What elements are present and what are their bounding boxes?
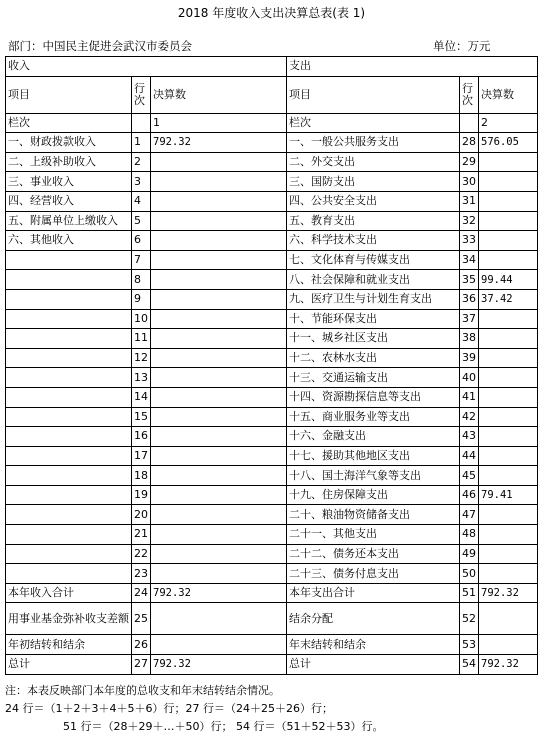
- income-item-cell: [6, 368, 132, 388]
- income-amount-cell: 792.32: [151, 655, 287, 675]
- expense-line-no-cell: 40: [460, 368, 479, 388]
- income-line-no-cell: 24: [132, 583, 151, 603]
- table-row: [6, 191, 538, 211]
- table-row: [6, 309, 538, 329]
- table-row: [6, 329, 538, 349]
- income-expense-table: [5, 56, 538, 675]
- income-section-header: 收入: [6, 57, 287, 77]
- expense-amount-cell: 792.32: [479, 583, 538, 603]
- expense-line-no-cell: 29: [460, 152, 479, 172]
- income-line-no-cell: 11: [132, 329, 151, 349]
- expense-item-cell: 十八、国土海洋气象等支出: [287, 466, 460, 486]
- expense-amount-cell: 99.44: [479, 270, 538, 290]
- table-body: [6, 133, 538, 674]
- expense-amount-cell: [479, 309, 538, 329]
- table-row: [6, 172, 538, 192]
- income-item-cell: 本年收入合计: [6, 583, 132, 603]
- expense-amount-cell: [479, 603, 538, 635]
- department-label: 部门：中国民主促进会武汉市委员会: [8, 39, 192, 53]
- expense-item-cell: 二十、粮油物资储备支出: [287, 505, 460, 525]
- income-item-cell: 五、附属单位上缴收入: [6, 211, 132, 231]
- expense-amount-cell: [479, 368, 538, 388]
- expense-line-no-cell: 28: [460, 133, 479, 153]
- income-line-no-cell: 5: [132, 211, 151, 231]
- income-amount-cell: [151, 544, 287, 564]
- expense-item-cell: 十、节能环保支出: [287, 309, 460, 329]
- table-row: [6, 485, 538, 505]
- income-amount-cell: [151, 191, 287, 211]
- table-row: [6, 655, 538, 675]
- expense-amount-cell: [479, 250, 538, 270]
- expense-line-no-cell: 53: [460, 635, 479, 655]
- expense-item-cell: 结余分配: [287, 603, 460, 635]
- expense-item-cell: 年末结转和结余: [287, 635, 460, 655]
- expense-amount-cell: [479, 231, 538, 251]
- expense-item-cell: 十七、援助其他地区支出: [287, 446, 460, 466]
- income-line-no-cell: 16: [132, 427, 151, 447]
- income-item-cell: [6, 427, 132, 447]
- expense-line-no-cell: 37: [460, 309, 479, 329]
- expense-item-cell: 本年支出合计: [287, 583, 460, 603]
- expense-line-no-cell: 45: [460, 466, 479, 486]
- expense-amount-cell: [479, 544, 538, 564]
- expense-item-cell: 四、公共安全支出: [287, 191, 460, 211]
- expense-amount-cell: [479, 211, 538, 231]
- expense-line-no-cell: 34: [460, 250, 479, 270]
- expense-line-no-cell: 36: [460, 289, 479, 309]
- expense-amount-cell: [479, 505, 538, 525]
- expense-line-no-cell: 41: [460, 387, 479, 407]
- income-item-cell: [6, 485, 132, 505]
- income-amount-cell: [151, 172, 287, 192]
- expense-item-cell: 三、国防支出: [287, 172, 460, 192]
- income-item-cell: 三、事业收入: [6, 172, 132, 192]
- income-line-no-cell: 2: [132, 152, 151, 172]
- table-row: [6, 387, 538, 407]
- income-amount-header: 决算数: [151, 76, 287, 113]
- income-amount-cell: 792.32: [151, 133, 287, 153]
- expense-line-no-cell: 39: [460, 348, 479, 368]
- income-amount-cell: [151, 505, 287, 525]
- income-amount-cell: [151, 329, 287, 349]
- table-row: [6, 211, 538, 231]
- expense-line-no-cell: 47: [460, 505, 479, 525]
- income-item-cell: [6, 544, 132, 564]
- table-row: [6, 505, 538, 525]
- note-line-2: 24 行＝（1＋2＋3＋4＋5＋6）行；27 行＝（24＋25＋26）行；: [5, 702, 333, 715]
- income-column-no-value: 1: [151, 113, 287, 133]
- income-line-no-cell: 12: [132, 348, 151, 368]
- expense-item-cell: 十九、住房保障支出: [287, 485, 460, 505]
- income-amount-cell: [151, 525, 287, 545]
- expense-item-cell: 二、外交支出: [287, 152, 460, 172]
- table-row: [6, 544, 538, 564]
- table-row: [6, 635, 538, 655]
- table-row: [6, 231, 538, 251]
- income-line-no-cell: 21: [132, 525, 151, 545]
- table-row: [6, 250, 538, 270]
- income-item-cell: 二、上级补助收入: [6, 152, 132, 172]
- income-line-no-cell: 4: [132, 191, 151, 211]
- table-row: [6, 289, 538, 309]
- income-line-no-cell: 22: [132, 544, 151, 564]
- expense-line-no-cell: 38: [460, 329, 479, 349]
- expense-amount-cell: [479, 446, 538, 466]
- expense-item-cell: 七、文化体育与传媒支出: [287, 250, 460, 270]
- income-item-cell: [6, 270, 132, 290]
- income-item-cell: [6, 289, 132, 309]
- income-amount-cell: [151, 387, 287, 407]
- note-line-3: 51 行＝（28＋29＋…＋50）行； 54 行＝（51＋52＋53）行。: [63, 720, 384, 733]
- income-line-no-cell: 25: [132, 603, 151, 635]
- income-line-no-cell: 19: [132, 485, 151, 505]
- expense-amount-cell: [479, 427, 538, 447]
- expense-item-cell: 五、教育支出: [287, 211, 460, 231]
- income-line-no-cell: 17: [132, 446, 151, 466]
- table-row: [6, 407, 538, 427]
- expense-amount-cell: [479, 466, 538, 486]
- income-amount-cell: [151, 564, 287, 584]
- unit-label: 单位：万元: [433, 39, 491, 53]
- table-row: [6, 133, 538, 153]
- note-line-1: 注：本表反映部门本年度的总收支和年末结转结余情况。: [5, 684, 280, 697]
- income-item-cell: [6, 564, 132, 584]
- income-item-cell: [6, 446, 132, 466]
- expense-item-cell: 十五、商业服务业等支出: [287, 407, 460, 427]
- table-row: [6, 368, 538, 388]
- expense-amount-cell: [479, 172, 538, 192]
- expense-amount-cell: [479, 329, 538, 349]
- expense-item-cell: 八、社会保障和就业支出: [287, 270, 460, 290]
- expense-amount-cell: 792.32: [479, 655, 538, 675]
- income-item-cell: 总计: [6, 655, 132, 675]
- income-item-cell: 六、其他收入: [6, 231, 132, 251]
- table-row: [6, 525, 538, 545]
- income-amount-cell: [151, 407, 287, 427]
- income-amount-cell: [151, 368, 287, 388]
- expense-item-cell: 十一、城乡社区支出: [287, 329, 460, 349]
- expense-amount-cell: [479, 152, 538, 172]
- expense-item-cell: 十三、交通运输支出: [287, 368, 460, 388]
- income-line-no-cell: 3: [132, 172, 151, 192]
- expense-amount-cell: [479, 525, 538, 545]
- income-amount-cell: [151, 270, 287, 290]
- expense-column-no-value: 2: [479, 113, 538, 133]
- table-row: [6, 152, 538, 172]
- income-line-no-cell: 15: [132, 407, 151, 427]
- income-amount-cell: [151, 603, 287, 635]
- expense-amount-cell: [479, 407, 538, 427]
- expense-line-no-cell: 30: [460, 172, 479, 192]
- table-row: [6, 348, 538, 368]
- income-item-cell: 四、经营收入: [6, 191, 132, 211]
- income-line-no-cell: 20: [132, 505, 151, 525]
- income-item-cell: 一、财政拨款收入: [6, 133, 132, 153]
- table-row: [6, 466, 538, 486]
- income-item-cell: [6, 525, 132, 545]
- income-amount-cell: [151, 427, 287, 447]
- income-amount-cell: 792.32: [151, 583, 287, 603]
- page-title: 2018 年度收入支出决算总表(表 1): [177, 6, 366, 20]
- expense-item-cell: 总计: [287, 655, 460, 675]
- expense-item-cell: 十二、农林水支出: [287, 348, 460, 368]
- table-row: [6, 564, 538, 584]
- expense-amount-header: 决算数: [479, 76, 538, 113]
- notes: [5, 682, 383, 736]
- expense-line-no-cell: 46: [460, 485, 479, 505]
- income-item-cell: [6, 348, 132, 368]
- expense-amount-cell: [479, 635, 538, 655]
- expense-line-no-cell: 51: [460, 583, 479, 603]
- expense-item-cell: 二十一、其他支出: [287, 525, 460, 545]
- expense-item-cell: 二十三、债务付息支出: [287, 564, 460, 584]
- income-amount-cell: [151, 231, 287, 251]
- income-item-cell: [6, 466, 132, 486]
- income-item-cell: [6, 505, 132, 525]
- income-item-cell: 用事业基金弥补收支差额: [6, 603, 132, 635]
- income-line-no-cell: 1: [132, 133, 151, 153]
- expense-line-no-cell: 43: [460, 427, 479, 447]
- expense-amount-cell: [479, 564, 538, 584]
- expense-item-cell: 一、一般公共服务支出: [287, 133, 460, 153]
- expense-line-no-cell: 52: [460, 603, 479, 635]
- expense-line-no-cell: 49: [460, 544, 479, 564]
- income-line-no-cell: 13: [132, 368, 151, 388]
- income-amount-cell: [151, 635, 287, 655]
- table-row: [6, 603, 538, 635]
- expense-line-no-cell: 42: [460, 407, 479, 427]
- income-amount-cell: [151, 152, 287, 172]
- income-amount-cell: [151, 309, 287, 329]
- table-row: [6, 583, 538, 603]
- income-line-no-cell: 14: [132, 387, 151, 407]
- expense-amount-cell: 576.05: [479, 133, 538, 153]
- expense-line-no-cell: 44: [460, 446, 479, 466]
- income-item-cell: [6, 309, 132, 329]
- income-item-cell: 年初结转和结余: [6, 635, 132, 655]
- expense-item-cell: 二十二、债务还本支出: [287, 544, 460, 564]
- expense-line-no-cell: 48: [460, 525, 479, 545]
- income-item-header: 项目: [6, 76, 132, 113]
- expense-amount-cell: [479, 348, 538, 368]
- table-row: [6, 446, 538, 466]
- expense-amount-cell: [479, 191, 538, 211]
- income-amount-cell: [151, 485, 287, 505]
- income-column-no-blank: [132, 113, 151, 133]
- income-amount-cell: [151, 211, 287, 231]
- expense-column-no-label: 栏次: [287, 113, 460, 133]
- expense-line-no-cell: 50: [460, 564, 479, 584]
- income-amount-cell: [151, 289, 287, 309]
- income-amount-cell: [151, 250, 287, 270]
- income-line-no-cell: 27: [132, 655, 151, 675]
- expense-item-cell: 九、医疗卫生与计划生育支出: [287, 289, 460, 309]
- income-item-cell: [6, 250, 132, 270]
- income-line-no-cell: 9: [132, 289, 151, 309]
- table-row: [6, 270, 538, 290]
- expense-line-no-cell: 31: [460, 191, 479, 211]
- income-amount-cell: [151, 348, 287, 368]
- income-line-no-cell: 8: [132, 270, 151, 290]
- income-amount-cell: [151, 466, 287, 486]
- income-amount-cell: [151, 446, 287, 466]
- expense-line-no-cell: 32: [460, 211, 479, 231]
- income-line-no-cell: 26: [132, 635, 151, 655]
- expense-item-cell: 十四、资源勘探信息等支出: [287, 387, 460, 407]
- expense-amount-cell: 79.41: [479, 485, 538, 505]
- income-item-cell: [6, 387, 132, 407]
- table-row: [6, 427, 538, 447]
- expense-amount-cell: [479, 387, 538, 407]
- income-line-no-header: 行次: [132, 76, 151, 113]
- income-line-no-cell: 7: [132, 250, 151, 270]
- expense-item-header: 项目: [287, 76, 460, 113]
- income-item-cell: [6, 329, 132, 349]
- income-line-no-cell: 18: [132, 466, 151, 486]
- income-line-no-cell: 23: [132, 564, 151, 584]
- expense-section-header: 支出: [287, 57, 538, 77]
- income-line-no-cell: 10: [132, 309, 151, 329]
- expense-column-no-blank: [460, 113, 479, 133]
- income-column-no-label: 栏次: [6, 113, 132, 133]
- expense-line-no-cell: 54: [460, 655, 479, 675]
- expense-line-no-cell: 35: [460, 270, 479, 290]
- expense-item-cell: 六、科学技术支出: [287, 231, 460, 251]
- expense-line-no-cell: 33: [460, 231, 479, 251]
- expense-item-cell: 十六、金融支出: [287, 427, 460, 447]
- income-item-cell: [6, 407, 132, 427]
- income-line-no-cell: 6: [132, 231, 151, 251]
- expense-amount-cell: 37.42: [479, 289, 538, 309]
- expense-line-no-header: 行次: [460, 76, 479, 113]
